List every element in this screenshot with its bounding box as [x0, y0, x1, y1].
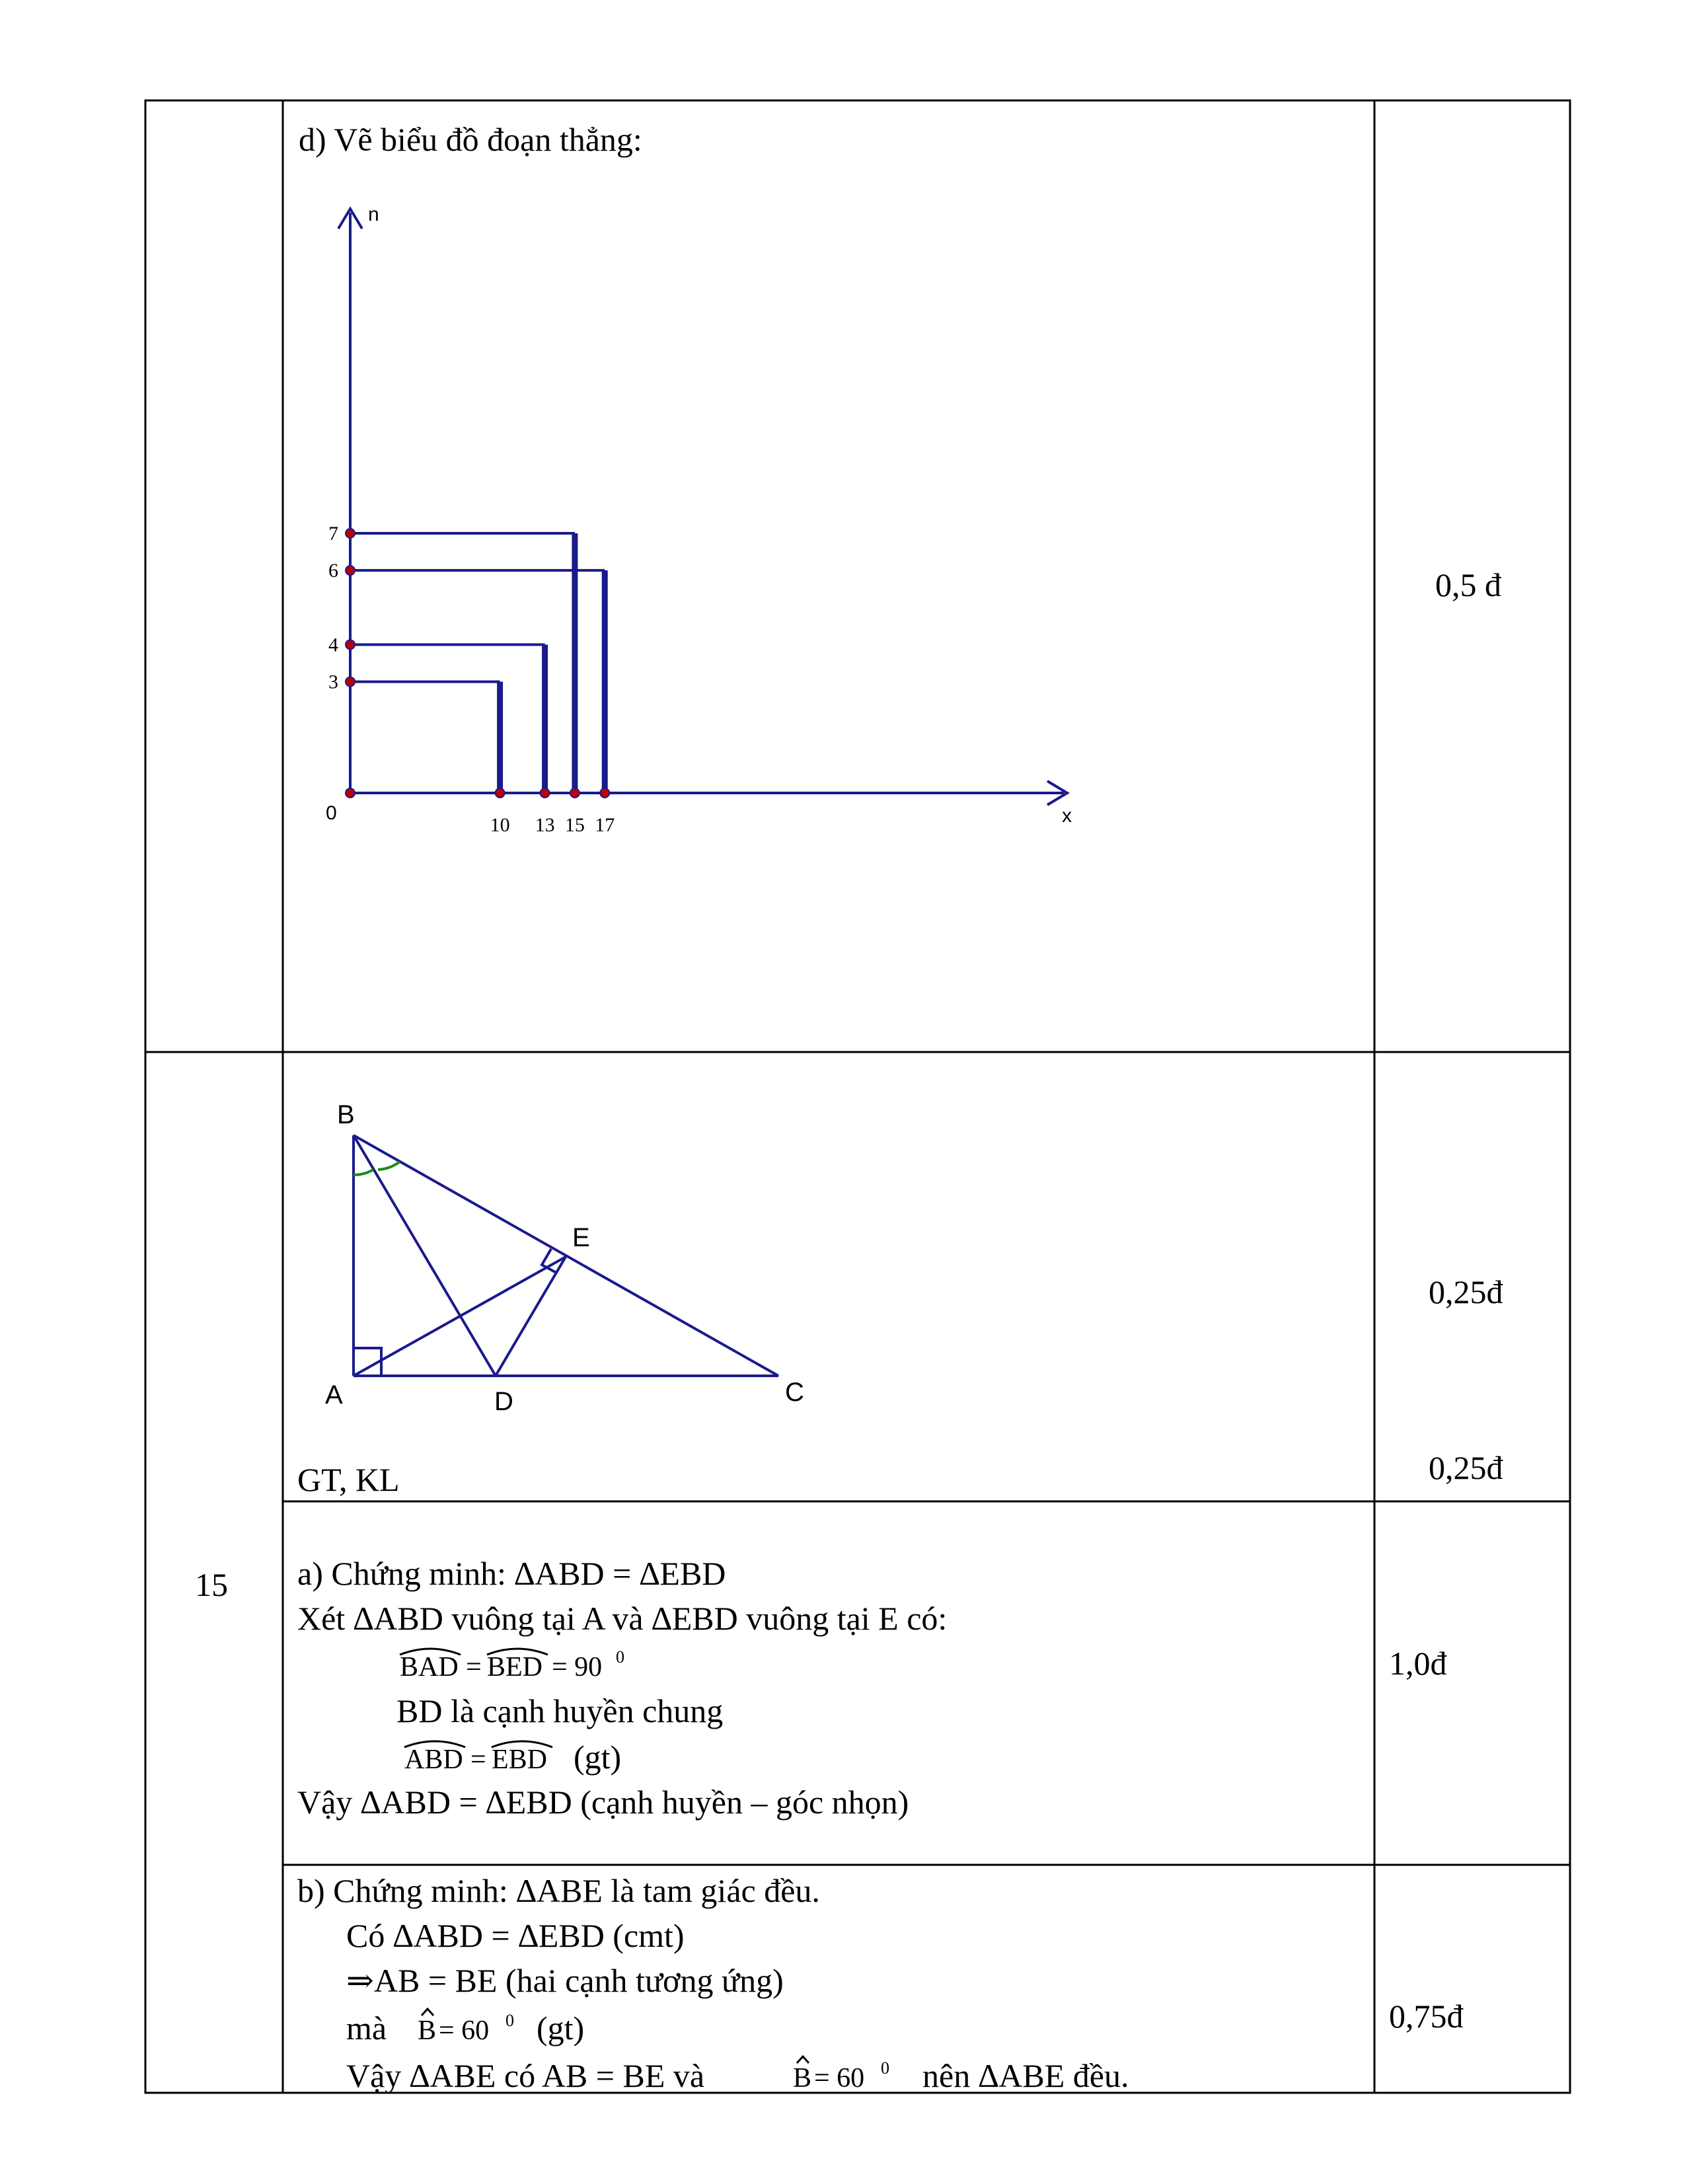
x-tick-label-17: 17	[595, 814, 615, 836]
point-label-B: B	[337, 1100, 355, 1129]
origin-point	[346, 788, 355, 798]
part-a	[297, 1555, 1447, 1821]
degree-sup-1: 0	[616, 1647, 624, 1667]
part-b-line5-tail: nên ∆ABE đều.	[922, 2057, 1129, 2094]
y-point-4	[346, 640, 355, 649]
y-axis-label: n	[368, 204, 379, 225]
segment-AE	[354, 1257, 566, 1376]
angle-BED: BED	[487, 1652, 543, 1682]
equals-sign-1: =	[466, 1652, 482, 1682]
part-a-angle-abd-ebd	[404, 1739, 621, 1776]
given-note-b: (gt)	[537, 2010, 585, 2047]
part-b-line2: Có ∆ABD = ∆EBD (cmt)	[346, 1917, 685, 1954]
x-point-10	[496, 788, 505, 798]
part-b-line4-pre: mà	[346, 2010, 387, 2047]
part-b-line3: ⇒AB = BE (hai cạnh tương ứng)	[346, 1962, 784, 1999]
y-axis	[338, 209, 362, 793]
angle-arc-1	[354, 1170, 373, 1175]
segment-chart	[326, 204, 1072, 836]
degree-sup-3: 0	[881, 2058, 889, 2078]
part-a-score: 1,0đ	[1389, 1645, 1447, 1682]
angle-arc-2	[378, 1162, 400, 1170]
point-label-C: C	[785, 1378, 804, 1407]
x-point-15	[570, 788, 580, 798]
y-tick-label-4: 4	[328, 634, 338, 656]
question-number: 15	[195, 1566, 228, 1603]
angle-value-60-2: = 60	[814, 2063, 865, 2093]
hat-B-1	[422, 2009, 433, 2015]
part-b	[297, 1872, 1464, 2094]
row-d-score: 0,5 đ	[1435, 566, 1501, 603]
part-b-line5	[346, 2056, 1129, 2094]
part-b-line4	[346, 2009, 584, 2047]
degree-sup-2: 0	[506, 2011, 514, 2030]
angle-B-hat-1: B	[418, 2015, 437, 2046]
figure-score-1: 0,25đ	[1429, 1273, 1503, 1310]
point-label-D: D	[494, 1387, 513, 1416]
x-point-17	[600, 788, 609, 798]
angle-value-90: = 90	[552, 1652, 603, 1682]
angle-EBD: EBD	[492, 1745, 547, 1775]
angle-B-hat-2: B	[793, 2063, 812, 2093]
angle-value-60-1: = 60	[439, 2015, 490, 2046]
equals-sign-2: =	[470, 1745, 486, 1775]
x-tick-label-10: 10	[490, 814, 510, 836]
segment-BD	[354, 1135, 496, 1376]
part-b-score: 0,75đ	[1389, 1998, 1464, 2035]
x-axis-label: x	[1062, 805, 1072, 827]
origin-label: 0	[326, 802, 337, 824]
hat-B-2	[797, 2056, 809, 2063]
part-a-line4: BD là cạnh huyền chung	[396, 1692, 724, 1729]
part-a-angle-equality	[400, 1647, 624, 1682]
part-a-line6: Vậy ∆ABD = ∆EBD (cạnh huyền – góc nhọn)	[297, 1784, 909, 1821]
part-b-line1: b) Chứng minh: ∆ABE là tam giác đều.	[297, 1872, 820, 1909]
y-tick-label-6: 6	[328, 560, 338, 582]
y-point-6	[346, 566, 355, 575]
part-a-line2: Xét ∆ABD vuông tại A và ∆EBD vuông tại E có:	[297, 1600, 948, 1637]
figure-score-2: 0,25đ	[1429, 1449, 1503, 1486]
y-point-7	[346, 529, 355, 538]
row-d-title: d) Vẽ biểu đồ đoạn thẳng:	[299, 121, 642, 158]
point-label-A: A	[325, 1380, 343, 1410]
x-tick-label-13: 13	[535, 814, 555, 836]
angle-BAD: BAD	[400, 1652, 459, 1682]
triangle-figure	[354, 1135, 778, 1376]
given-note-a: (gt)	[574, 1739, 622, 1776]
x-tick-label-15: 15	[564, 814, 585, 836]
y-tick-label-3: 3	[328, 671, 338, 693]
y-tick-label-7: 7	[328, 523, 338, 545]
segment-DE	[496, 1257, 566, 1376]
point-label-E: E	[572, 1223, 590, 1252]
y-point-3	[346, 677, 355, 687]
gt-kl-label: GT, KL	[297, 1461, 400, 1498]
angle-ABD: ABD	[404, 1745, 463, 1775]
part-a-line1: a) Chứng minh: ∆ABD = ∆EBD	[297, 1555, 726, 1592]
part-b-line5-pre: Vậy ∆ABE có AB = BE và	[346, 2057, 705, 2094]
x-axis	[350, 781, 1067, 805]
x-point-13	[541, 788, 550, 798]
